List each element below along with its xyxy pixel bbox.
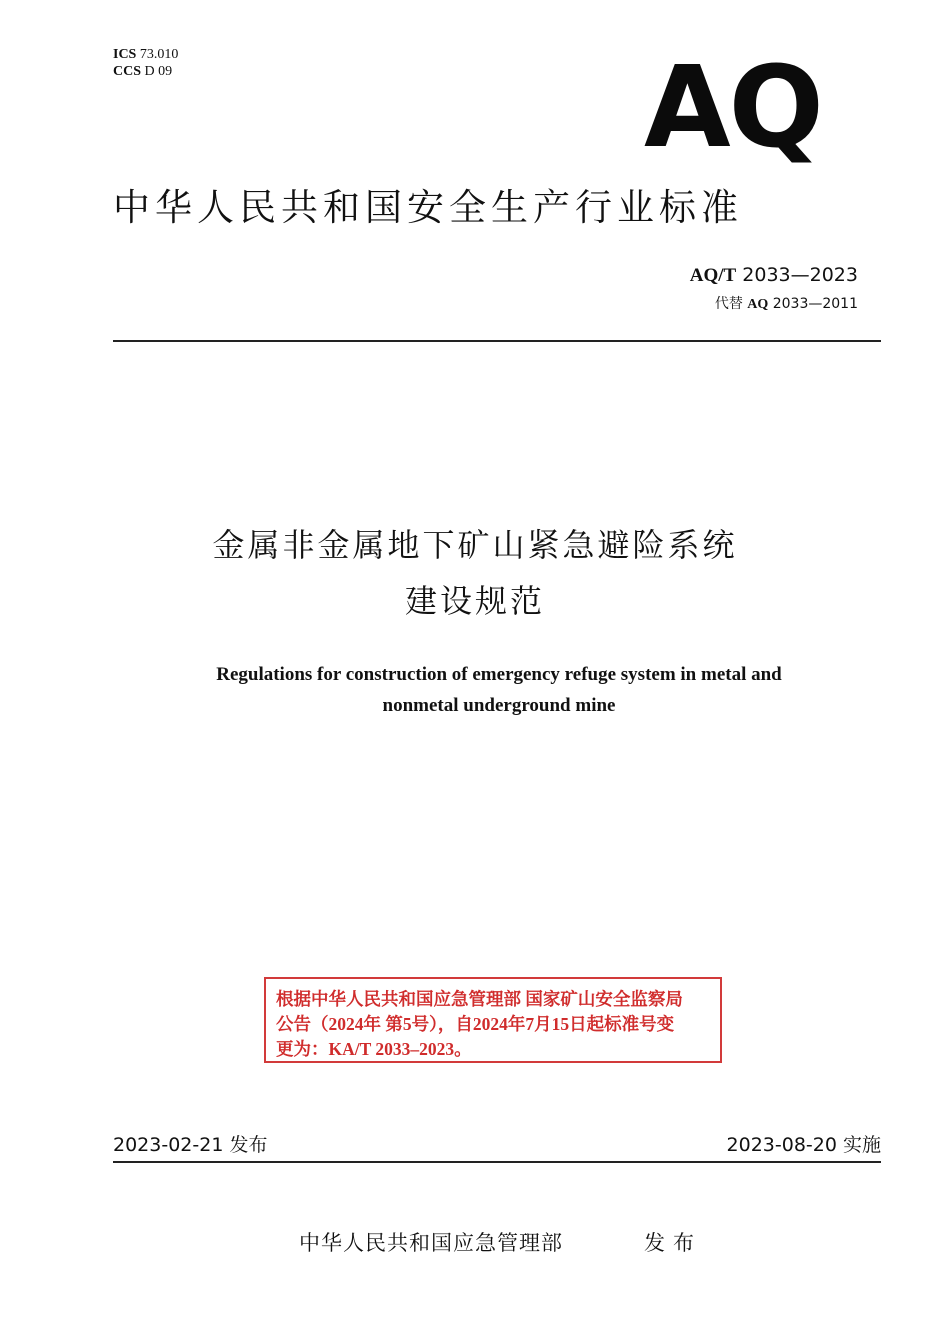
title-en-line1: Regulations for construction of emergency refuge system in metal and bbox=[216, 664, 782, 685]
replaces-number: 2033—2011 bbox=[772, 296, 858, 312]
replaces-code: AQ bbox=[747, 297, 769, 312]
replaces-standard bbox=[715, 294, 858, 315]
ccs-label: CCS bbox=[113, 64, 142, 79]
notice-line1: 根据中华人民共和国应急管理部 国家矿山安全监察局 bbox=[276, 989, 683, 1009]
standard-change-notice bbox=[264, 977, 722, 1063]
classification-codes bbox=[113, 46, 178, 80]
ccs-code: D 09 bbox=[144, 64, 173, 79]
top-divider bbox=[113, 340, 881, 342]
title-cn-line1: 金属非金属地下矿山紧急避险系统 bbox=[212, 526, 738, 564]
title-en-line2: nonmetal underground mine bbox=[382, 695, 616, 716]
title-cn-line2: 建设规范 bbox=[404, 582, 545, 620]
ics-label: ICS bbox=[113, 47, 137, 62]
standard-code: AQ/T bbox=[689, 265, 737, 286]
implement-date: 2023-08-20 实施 bbox=[726, 1134, 881, 1156]
publish-date: 2023-02-21 发布 bbox=[113, 1134, 268, 1156]
standard-number bbox=[690, 262, 858, 289]
organization-title: 中华人民共和国安全生产行业标准 bbox=[113, 186, 743, 229]
notice-line3: 更为：KA/T 2033–2023。 bbox=[276, 1039, 472, 1059]
notice-line2: 公告（2024年 第5号），自2024年7月15日起标准号变 bbox=[276, 1014, 675, 1034]
issue-label: 发布 bbox=[644, 1231, 702, 1255]
ics-line bbox=[113, 46, 178, 63]
aq-logo: AQ bbox=[644, 43, 822, 173]
ics-code: 73.010 bbox=[139, 47, 179, 62]
bottom-divider bbox=[113, 1161, 881, 1163]
standard-number-value: 2033—2023 bbox=[742, 264, 858, 286]
issuing-authority: 中华人民共和国应急管理部 bbox=[299, 1231, 563, 1255]
replaces-label: 代替 bbox=[714, 296, 743, 312]
ccs-line bbox=[113, 63, 178, 80]
